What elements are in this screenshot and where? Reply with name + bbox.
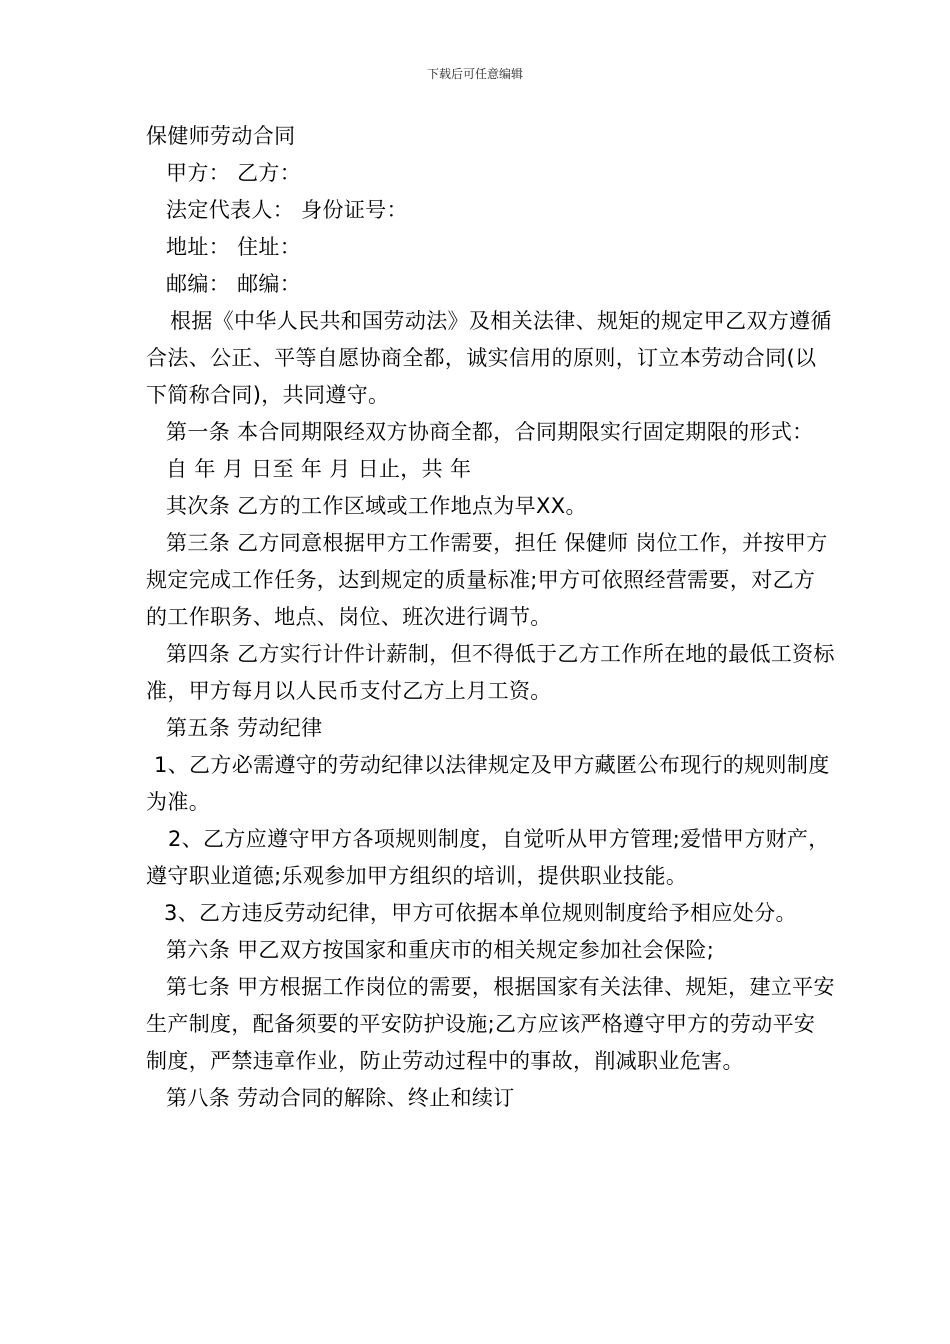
article-3: 第三条 乙方同意根据甲方工作需要，担任 保健师 岗位工作，并按甲方规定完成工作任务，达到规定的质量标准;甲方可依照经营需要，对乙方的工作职务、地点、岗位、班次进行调节。 xyxy=(146,531,828,629)
page-header: 下载后可任意编辑 xyxy=(426,67,523,81)
article-6: 第六条 甲乙双方按国家和重庆市的相关规定参加社会保险; xyxy=(166,938,715,962)
article-1: 第一条 本合同期限经双方协商全都，合同期限实行固定期限的形式： xyxy=(166,420,814,444)
article-5-item-2: 2、乙方应遵守甲方各项规则制度，自觉听从甲方管理;爱惜甲方财产，遵守职业道德;乐观参加甲方组织的培训，提供职业技能。 xyxy=(146,827,830,888)
article-2: 其次条 乙方的工作区域或工作地点为早XX。 xyxy=(166,494,587,518)
article-5-item-3: 3、乙方违反劳动纪律，甲方可依据本单位规则制度给予相应处分。 xyxy=(164,901,797,925)
article-5-item-1: 1、乙方必需遵守的劳动纪律以法律规定及甲方藏匿公布现行的规则制度为准。 xyxy=(146,753,830,814)
term-period-line: 自 年 月 日至 年 月 日止，共 年 xyxy=(166,457,472,481)
article-8-heading: 第八条 劳动合同的解除、终止和续订 xyxy=(166,1086,515,1110)
preamble-paragraph: 根据《中华人民共和国劳动法》及相关法律、规矩的规定甲乙双方遵循合法、公正、平等自愿协商全都，诚实信用的原则，订立本劳动合同(以下简称合同)，共同遵守。 xyxy=(146,309,832,407)
party-line: 甲方： 乙方： xyxy=(166,161,302,185)
postcode-line: 邮编： 邮编： xyxy=(166,272,302,296)
document-title: 保健师劳动合同 xyxy=(146,124,296,148)
document-body xyxy=(146,118,836,1117)
article-7: 第七条 甲方根据工作岗位的需要，根据国家有关法律、规矩，建立平安生产制度，配备须要的平安防护设施;乙方应该严格遵守甲方的劳动平安制度，严禁违章作业，防止劳动过程中的事故，削减职业危害。 xyxy=(146,975,835,1073)
article-5-heading: 第五条 劳动纪律 xyxy=(166,716,323,740)
article-4: 第四条 乙方实行计件计薪制，但不得低于乙方工作所在地的最低工资标准，甲方每月以人民币支付乙方上月工资。 xyxy=(146,642,835,703)
representative-line: 法定代表人： 身份证号： xyxy=(166,198,408,222)
address-line: 地址： 住址： xyxy=(166,235,302,259)
